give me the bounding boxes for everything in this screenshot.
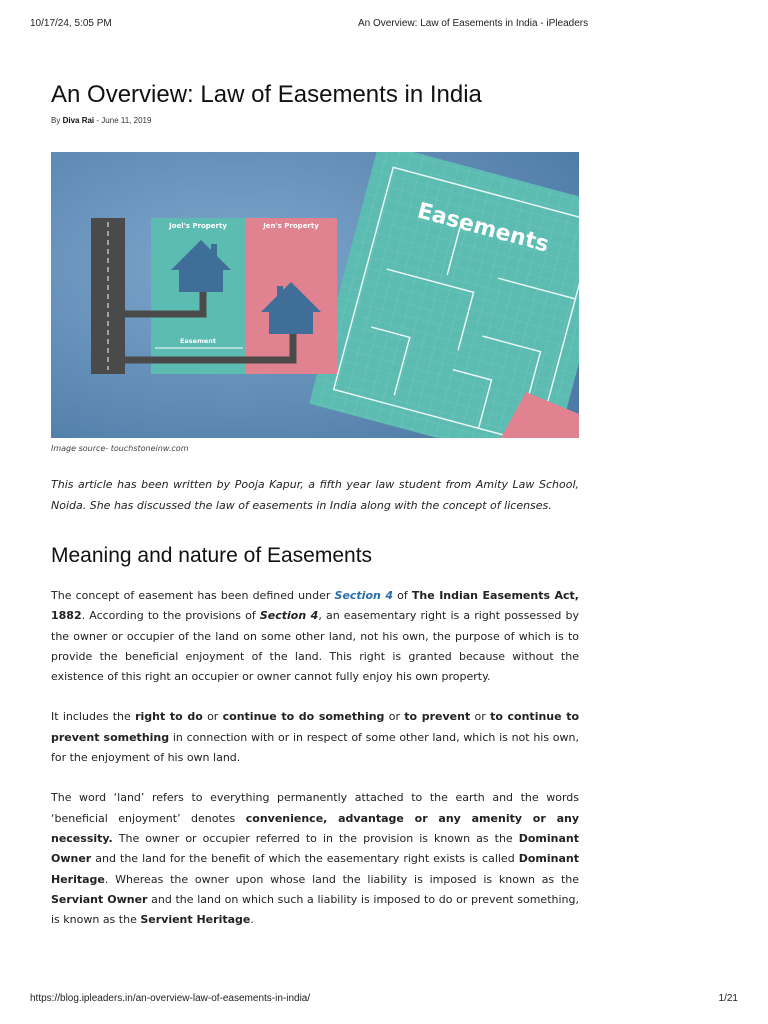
easement-label: Easement xyxy=(179,337,217,345)
bold-run: to continue to prevent something xyxy=(51,710,580,744)
text-run: in connection with or in respect of some other land, which is not his own, for the enjoyment of his own land. xyxy=(51,730,579,765)
article xyxy=(51,78,579,930)
author-link[interactable]: Diva Rai xyxy=(62,116,95,125)
text-run: The word ‘land’ refers to everything permanently attached to the earth and the words ‘beneficial enjoyment’ denotes xyxy=(51,791,579,825)
text-run: . xyxy=(250,913,254,927)
text-run: and the land on which such a liability is imposed to do or prevent something, is known as the xyxy=(51,892,579,927)
section-heading: Meaning and nature of Easements xyxy=(51,544,373,567)
print-datetime: 10/17/24, 5:05 PM xyxy=(30,18,112,29)
bold-run: convenience, advantage or any amenity or any necessity. xyxy=(51,811,579,845)
article-title: An Overview: Law of Easements in India xyxy=(51,81,482,108)
publish-date: June 11, 2019 xyxy=(101,116,152,125)
byline-separator: - xyxy=(96,116,100,125)
joels-property-label: Joel's Property xyxy=(169,222,227,230)
intro-paragraph: This article has been written by Pooja Kapur, a fifth year law student from Amity Law School, Noida. She has discussed the law of easements in India along with the concept of licenses. xyxy=(51,478,579,512)
text-run: It includes the xyxy=(51,710,136,724)
image-caption: Image source- touchstoneinw.com xyxy=(51,444,189,453)
byline-by: By xyxy=(51,116,61,125)
joels-property xyxy=(151,218,245,374)
bold-run: Serviant Owner xyxy=(51,892,148,906)
bold-run: right to do xyxy=(135,710,203,724)
easement-illustration xyxy=(51,152,579,438)
bold-italic-run: Section 4 xyxy=(259,609,319,623)
page-url: https://blog.ipleaders.in/an-overview-law-of-easements-in-india/ xyxy=(30,993,311,1004)
section-4-link[interactable]: Section 4 xyxy=(334,589,393,602)
hero-image xyxy=(51,152,579,438)
board-label: Easements xyxy=(414,198,552,258)
text-run: or xyxy=(470,710,491,724)
paragraph-definition xyxy=(51,586,579,687)
bold-run: Dominant Heritage xyxy=(51,852,579,886)
paragraph-includes xyxy=(51,707,579,768)
text-run: The owner or occupier referred to in the provision is known as the xyxy=(112,831,519,845)
print-header xyxy=(30,18,738,32)
byline xyxy=(51,116,579,125)
bold-run: Servient Heritage xyxy=(140,913,251,927)
print-page-title: An Overview: Law of Easements in India - iPleaders xyxy=(358,18,589,29)
text-run: , an easementary right is a right possessed by the owner or occupier of the land on some other land, not his own, the purpose of which is to provide the beneficial enjoyment of the land. This right is granted because without the existence of this right an occupier or owner cannot fully enjoy his own property. xyxy=(51,609,579,684)
paragraph-land xyxy=(51,788,579,930)
text-run: . According to the provisions of xyxy=(81,609,260,623)
bold-run: to prevent xyxy=(404,710,471,724)
text-run: . Whereas the owner upon whose land the liability is imposed is known as the xyxy=(104,872,579,886)
jens-property-label: Jen's Property xyxy=(263,222,319,230)
bold-run: continue to do something xyxy=(222,710,385,724)
bold-run: The Indian Easements Act, 1882 xyxy=(51,589,579,623)
text-run: The concept of easement has been defined under xyxy=(51,589,335,602)
text-run: or xyxy=(384,710,405,724)
text-run: and the land for the benefit of which the easementary right exists is called xyxy=(91,852,519,866)
text-run: of xyxy=(392,589,412,602)
page-number: 1/21 xyxy=(718,993,738,1004)
text-run: or xyxy=(202,710,223,724)
bold-run: Dominant Owner xyxy=(51,831,579,866)
